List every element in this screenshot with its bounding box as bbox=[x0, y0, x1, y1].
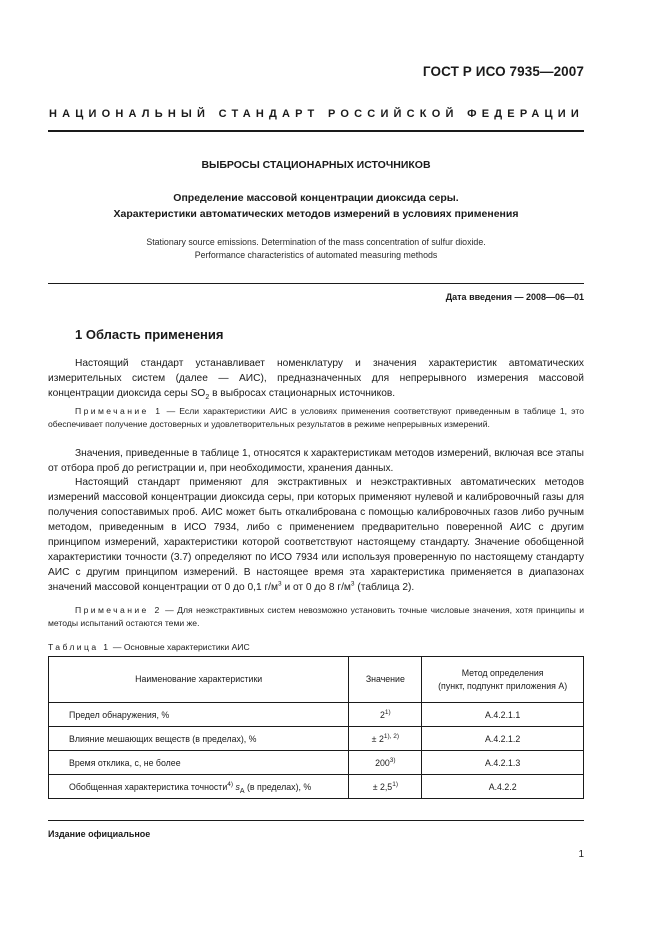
table-caption-text: — Основные характеристики АИС bbox=[110, 642, 250, 652]
document-code: ГОСТ Р ИСО 7935—2007 bbox=[422, 64, 584, 79]
subtitle-line: Определение массовой концентрации диоксида серы. bbox=[173, 192, 459, 204]
header-value: Значение bbox=[349, 657, 422, 703]
paragraph-scope bbox=[48, 356, 584, 401]
value-text: 200 bbox=[375, 757, 390, 768]
table-caption-label: Таблица 1 bbox=[48, 642, 111, 652]
cell-method: А.4.2.2 bbox=[422, 775, 584, 799]
cell-name: Влияние мешающих веществ (в пределах), % bbox=[49, 727, 349, 751]
footer-rule bbox=[48, 820, 584, 821]
value-text: 2 bbox=[380, 709, 385, 720]
page-number: 1 bbox=[578, 849, 584, 860]
banner-word: РОССИЙСКОЙ bbox=[328, 108, 459, 120]
value-text: ± 2 bbox=[371, 733, 384, 744]
name-text: Обобщенная характеристика точности bbox=[69, 781, 228, 792]
text-run: (таблица 2). bbox=[354, 582, 415, 593]
cell-method: А.4.2.1.3 bbox=[422, 751, 584, 775]
english-title-line: Performance characteristics of automated measuring methods bbox=[194, 250, 438, 260]
footnote-mark: 1) bbox=[384, 708, 391, 716]
table-row bbox=[49, 703, 584, 727]
cell-name: Предел обнаружения, % bbox=[49, 703, 349, 727]
subtitle-line: Характеристики автоматических методов измерений в условиях применения bbox=[113, 208, 519, 220]
superscript: 3 bbox=[278, 580, 282, 588]
cell-value bbox=[349, 727, 422, 751]
english-title-line: Stationary source emissions. Determination of the mass concentration of sulfur dioxide. bbox=[146, 237, 486, 247]
cell-value bbox=[349, 751, 422, 775]
characteristics-table bbox=[48, 656, 584, 799]
section-heading: 1 Область применения bbox=[75, 327, 224, 342]
note-text: — Если характеристики АИС в условиях применения соответствуют приведенным в таблице 1, это обеспечивает получение достоверных и удовлетворительных результатов в режиме непрерывных измерений. bbox=[48, 406, 584, 429]
cell-name: Время отклика, с, не более bbox=[49, 751, 349, 775]
symbol-subscript: A bbox=[239, 787, 245, 795]
banner-word: НАЦИОНАЛЬНЫЙ bbox=[49, 108, 211, 120]
banner-word: СТАНДАРТ bbox=[218, 108, 320, 120]
separator-rule bbox=[48, 283, 584, 284]
superscript: 3 bbox=[350, 580, 355, 588]
document-subtitle bbox=[48, 190, 584, 222]
value-text: ± 2,5 bbox=[372, 781, 393, 792]
cell-value bbox=[349, 775, 422, 799]
cell-value bbox=[349, 703, 422, 727]
text-run: Настоящий стандарт устанавливает номенклатуру и значения характеристик автоматических измерительных систем (далее — АИС), предназначенных для непрерывного измерения массовой концентрации диоксида серы SO bbox=[48, 358, 584, 399]
footnote-mark: 1) bbox=[392, 780, 398, 788]
official-edition: Издание официальное bbox=[48, 829, 151, 839]
note-1 bbox=[48, 405, 584, 431]
text-run: в выбросах стационарных источников. bbox=[209, 388, 396, 399]
cell-method: А.4.2.1.2 bbox=[422, 727, 584, 751]
header-method-line: (пункт, подпункт приложения А) bbox=[438, 680, 568, 691]
table-row bbox=[49, 775, 584, 799]
english-title bbox=[48, 236, 584, 262]
footnote-mark: 3) bbox=[389, 756, 396, 764]
footnote-mark: 1), 2) bbox=[383, 732, 400, 740]
note-2 bbox=[48, 604, 584, 630]
paragraph-application bbox=[48, 475, 584, 595]
subscript: 2 bbox=[205, 394, 210, 402]
table-header-row bbox=[49, 657, 584, 703]
note-text: — Для неэкстрактивных систем невозможно установить точные числовые значения, хотя принципы и методы испытаний остаются теми же. bbox=[48, 605, 584, 628]
introduction-date: Дата введения — 2008—06—01 bbox=[445, 292, 584, 302]
top-rule bbox=[48, 130, 584, 132]
header-name: Наименование характеристики bbox=[49, 657, 349, 703]
cell-method: А.4.2.1.1 bbox=[422, 703, 584, 727]
table-row bbox=[49, 727, 584, 751]
symbol: s bbox=[235, 781, 240, 792]
header-method bbox=[422, 657, 584, 703]
table-row bbox=[49, 751, 584, 775]
banner-word: ФЕДЕРАЦИИ bbox=[467, 108, 584, 120]
document-title: ВЫБРОСЫ СТАЦИОНАРНЫХ ИСТОЧНИКОВ bbox=[201, 159, 431, 171]
header-method-line: Метод определения bbox=[461, 667, 544, 678]
cell-name bbox=[49, 775, 349, 799]
national-standard-banner bbox=[49, 108, 584, 120]
name-text: (в пределах), % bbox=[244, 781, 312, 792]
note-label: Примечание 2 bbox=[75, 605, 162, 615]
table-caption bbox=[48, 642, 250, 652]
paragraph-values: Значения, приведенные в таблице 1, относятся к характеристикам методов измерений, включая все этапы от отбора проб до регистрации и, при необходимости, хранения данных. bbox=[48, 448, 584, 474]
footnote-mark: 4) bbox=[227, 780, 234, 788]
note-label: Примечание 1 bbox=[75, 406, 163, 416]
text-run: и от 0 до 8 г/м bbox=[281, 582, 351, 593]
text-run: Настоящий стандарт применяют для экстрактивных и неэкстрактивных автоматических методов измерений массовой концентрации диоксида серы, при которых применяют нулевой и калибровочный газы для получения сопоставимых проб. АИС может быть откалибрована с помощью калибровочных газов либо ручным методом, приведенным в ИСО 7934, либо с применением предварительно поверенной АИС с другим принципом измерений, характеристики которой соответствуют настоящему стандарту. Значение обобщенной характеристики точности (3.7) определяют по ИСО 7934 или используя проверенную по настоящему стандарту АИС с другим принципом измерений. В настоящее время эта характеристика применяется в диапазонах значений массовой концентрации от 0 до 0,1 г/м bbox=[48, 477, 584, 593]
